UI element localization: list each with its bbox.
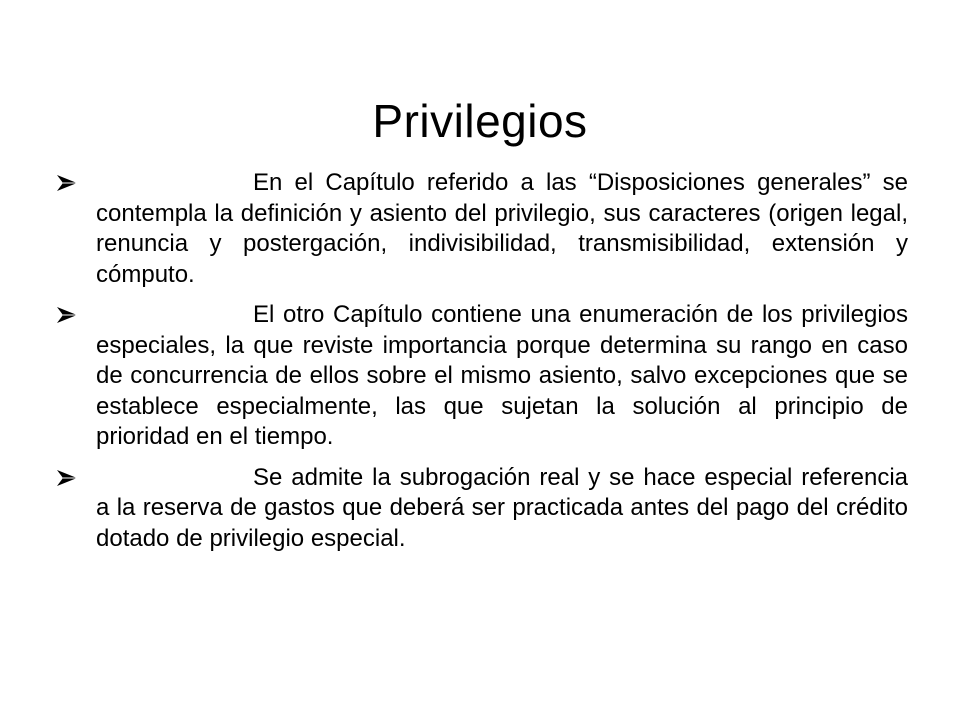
bullet-list [56,168,908,564]
bullet-item-2 [56,300,908,453]
bullet-text: El otro Capítulo contiene una enumeración de los privilegios especiales, la que reviste importancia porque determina su rango en caso de concurrencia de ellos sobre el mismo asiento, salvo excepciones que se establece especialmente, las que sujetan la solución al principio de prioridad en el tiempo. [96,301,908,450]
arrowhead-bullet-icon [56,469,78,487]
slide-title: Privilegios [372,94,588,147]
bullet-item-3 [56,463,908,555]
arrowhead-bullet-icon [56,306,78,324]
bullet-text: En el Capítulo referido a las “Disposiciones generales” se contempla la definición y asiento del privilegio, sus caracteres (origen legal, renuncia y postergación, indivisibilidad, transmisibilidad, extensión y cómputo. [96,169,908,288]
bullet-text: Se admite la subrogación real y se hace especial referencia a la reserva de gastos que deberá ser practicada antes del pago del crédito dotado de privilegio especial. [96,463,908,552]
bullet-item-1 [56,168,908,290]
arrowhead-bullet-icon [56,174,78,192]
